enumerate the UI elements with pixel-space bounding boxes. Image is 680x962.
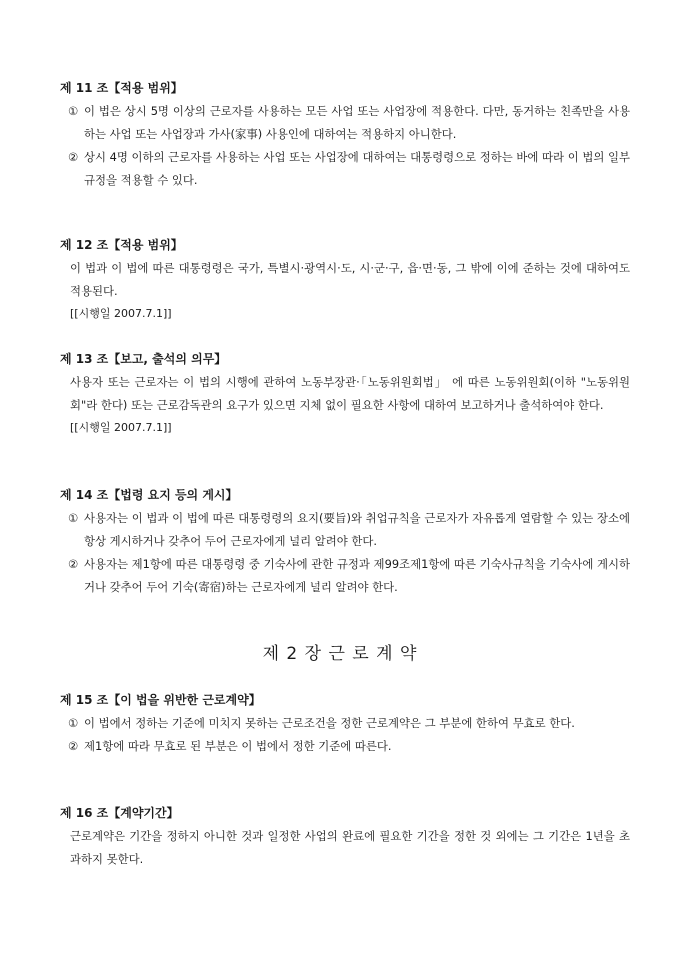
item-text: 제1항에 따라 무효로 된 부분은 이 법에서 정한 기준에 따른다. [84, 739, 392, 753]
article-title: 제 15 조【이 법을 위반한 근로계약】 [60, 693, 261, 707]
item-text: 이 법에서 정하는 기준에 미치지 못하는 근로조건을 정한 근로계약은 그 부분에 한하여 무효로 한다. [84, 716, 575, 730]
article-title: 제 13 조【보고, 출석의 의무】 [60, 352, 227, 366]
article-15 [60, 692, 630, 758]
article-16 [60, 805, 630, 871]
article-paragraph: 사용자 또는 근로자는 이 법의 시행에 관하여 노동부장관·「노동위원회법」 에 따른 노동위원회(이하 "노동위원회"라 한다) 또는 근로감독관의 요구가 있으면 지체 없이 필요한 사항에 대하여 보고하거나 출석하여야 한다. [70, 375, 630, 412]
item-number: ① [68, 716, 79, 730]
item-number: ② [68, 150, 79, 164]
article-paragraph: 이 법과 이 법에 따른 대통령령은 국가, 특별시·광역시·도, 시·군·구, 읍·면·동, 그 밖에 이에 준하는 것에 대하여도 적용된다. [70, 261, 630, 298]
item-number: ② [68, 557, 79, 571]
article-title: 제 16 조【계약기간】 [60, 806, 179, 820]
item-text: 이 법은 상시 5명 이상의 근로자를 사용하는 모든 사업 또는 사업장에 적용한다. 다만, 동거하는 친족만을 사용하는 사업 또는 사업장과 가사(家事) 사용인에 대하여는 적용하지 아니한다. [84, 104, 630, 141]
article-item [60, 712, 630, 735]
item-text: 상시 4명 이하의 근로자를 사용하는 사업 또는 사업장에 대하여는 대통령령으로 정하는 바에 따라 이 법의 일부 규정을 적용할 수 있다. [84, 150, 630, 187]
article-item [60, 553, 630, 599]
article-item [60, 735, 630, 758]
effective-date-note: [[시행일 2007.7.1]] [70, 307, 172, 320]
article-title: 제 12 조【적용 범위】 [60, 238, 183, 252]
article-title: 제 11 조【적용 범위】 [60, 81, 183, 95]
item-number: ① [68, 511, 79, 525]
item-number: ① [68, 104, 79, 118]
article-title: 제 14 조【법령 요지 등의 게시】 [60, 488, 238, 502]
item-number: ② [68, 739, 79, 753]
chapter-heading: 제 2 장 근 로 계 약 [262, 644, 418, 664]
article-11 [60, 80, 630, 192]
article-13 [60, 351, 630, 439]
article-paragraph: 근로계약은 기간을 정하지 아니한 것과 일정한 사업의 완료에 필요한 기간을 정한 것 외에는 그 기간은 1년을 초과하지 못한다. [70, 829, 630, 866]
effective-date-note: [[시행일 2007.7.1]] [70, 421, 172, 434]
article-12 [60, 237, 630, 325]
article-item [60, 507, 630, 553]
item-text: 사용자는 제1항에 따른 대통령령 중 기숙사에 관한 규정과 제99조제1항에 따른 기숙사규칙을 기숙사에 게시하거나 갖추어 두어 기숙(寄宿)하는 근로자에게 널리 알려야 한다. [84, 557, 630, 594]
article-14 [60, 487, 630, 599]
item-text: 사용자는 이 법과 이 법에 따른 대통령령의 요지(要旨)와 취업규칙을 근로자가 자유롭게 열람할 수 있는 장소에 항상 게시하거나 갖추어 두어 근로자에게 널리 알려야 한다. [84, 511, 630, 548]
article-item [60, 146, 630, 192]
article-item [60, 100, 630, 146]
